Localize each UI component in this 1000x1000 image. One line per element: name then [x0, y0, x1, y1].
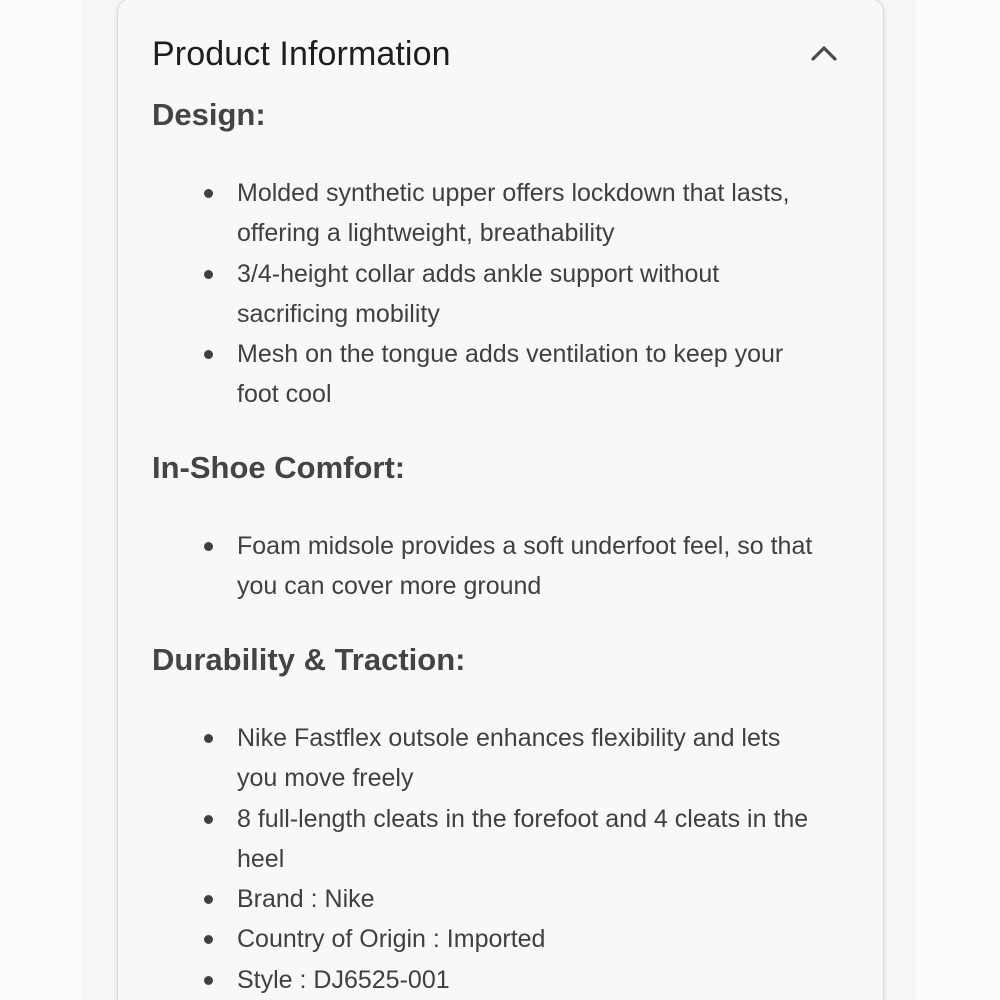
product-information-panel: [117, 0, 884, 1000]
comfort-list: [202, 526, 822, 607]
list-item: Style : DJ6525-001: [202, 960, 822, 1000]
left-backdrop: [0, 0, 82, 1000]
chevron-up-icon: [806, 35, 842, 71]
list-item: 3/4-height collar adds ankle support without sacrificing mobility: [202, 254, 822, 335]
design-list: [202, 173, 822, 415]
section-heading-in-shoe-comfort: In-Shoe Comfort:: [152, 450, 406, 485]
durability-list: [202, 718, 822, 1000]
list-item: Mesh on the tongue adds ventilation to keep your foot cool: [202, 334, 822, 415]
panel-header[interactable]: [152, 29, 852, 79]
panel-title: Product Information: [152, 35, 451, 73]
list-item: 8 full-length cleats in the forefoot and 4 cleats in the heel: [202, 799, 822, 880]
right-backdrop: [916, 0, 1000, 1000]
list-item: Brand : Nike: [202, 879, 822, 919]
list-item: Nike Fastflex outsole enhances flexibility and lets you move freely: [202, 718, 822, 799]
section-heading-durability-traction: Durability & Traction:: [152, 642, 466, 677]
list-item: Molded synthetic upper offers lockdown that lasts, offering a lightweight, breathability: [202, 173, 822, 254]
collapse-button[interactable]: [806, 35, 842, 71]
list-item: Country of Origin : Imported: [202, 919, 822, 959]
list-item: Foam midsole provides a soft underfoot feel, so that you can cover more ground: [202, 526, 822, 607]
section-heading-design: Design:: [152, 97, 266, 132]
